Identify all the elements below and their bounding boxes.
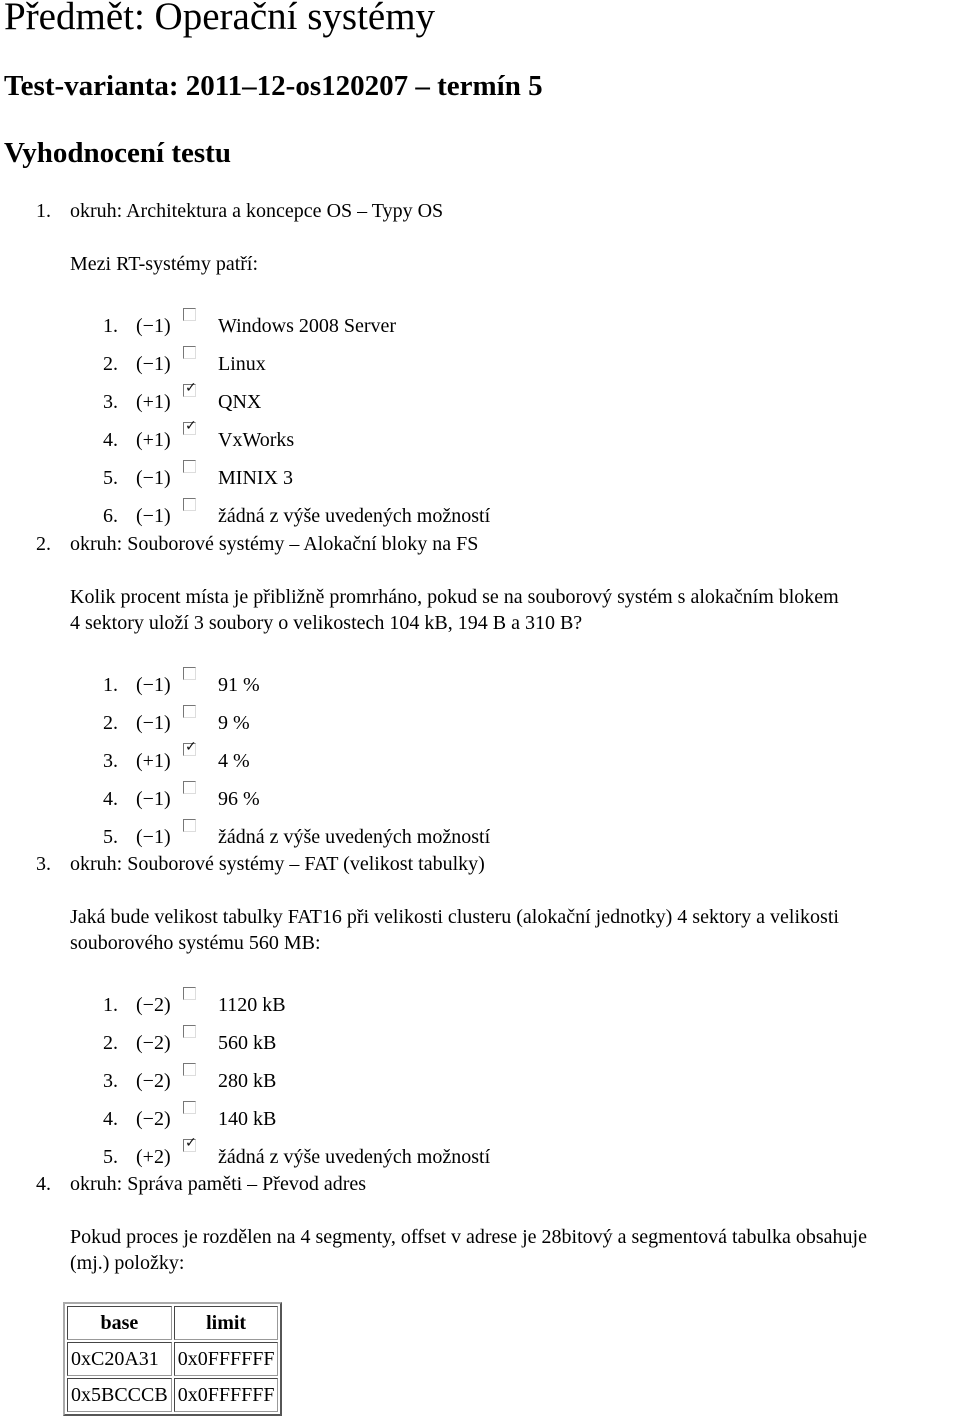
segment-table — [63, 1302, 282, 1416]
topic-1-heading — [36, 200, 443, 223]
topic-number: 2. — [36, 533, 51, 555]
topic-title: okruh: Souborové systémy – FAT (velikost tabulky) — [70, 853, 485, 875]
option-label: 4 % — [218, 750, 250, 772]
topic-1-question: Mezi RT-systémy patří: — [70, 253, 259, 275]
option-number: 2. — [103, 1032, 118, 1054]
option-label: 140 kB — [218, 1108, 277, 1130]
answer-checkbox — [183, 819, 196, 832]
option-number: 3. — [103, 750, 118, 772]
option-score: (+2) — [136, 1146, 171, 1168]
topic-title: okruh: Správa paměti – Převod adres — [70, 1173, 367, 1195]
option-number: 1. — [103, 994, 118, 1016]
option-score: (−1) — [136, 315, 171, 337]
option-label: 560 kB — [218, 1032, 277, 1054]
option-number: 1. — [103, 315, 118, 337]
option-label: 96 % — [218, 788, 260, 810]
table-row — [67, 1378, 278, 1412]
checkmark-icon: ✓ — [185, 1135, 197, 1151]
topic-4-question-line-1: Pokud proces je rozdělen na 4 segmenty, offset v adrese je 28bitový a segmentová tabulka obsahuje — [70, 1226, 867, 1248]
option-number: 6. — [103, 505, 118, 527]
option-score: (+1) — [136, 391, 171, 413]
topic-3-question-line-1: Jaká bude velikost tabulky FAT16 při velikosti clusteru (alokační jednotky) 4 sektory a velikosti — [70, 906, 839, 928]
topic-3-heading — [36, 853, 485, 876]
option-score: (−2) — [136, 1108, 171, 1130]
answer-checkbox — [183, 460, 196, 473]
answer-checkbox-checked — [183, 739, 197, 756]
topic-title: okruh: Souborové systémy – Alokační bloky na FS — [70, 533, 479, 555]
option-number: 1. — [103, 674, 118, 696]
topic-4-heading — [36, 1173, 366, 1196]
option-number: 3. — [103, 391, 118, 413]
table-row — [67, 1342, 278, 1376]
topic-4-question-line-2: (mj.) položky: — [70, 1252, 185, 1274]
option-label: Windows 2008 Server — [218, 315, 397, 337]
option-label: 91 % — [218, 674, 260, 696]
answer-checkbox — [183, 1063, 196, 1076]
answer-checkbox — [183, 346, 196, 359]
option-score: (−1) — [136, 674, 171, 696]
option-score: (−1) — [136, 505, 171, 527]
topic-2-heading — [36, 533, 478, 556]
option-number: 3. — [103, 1070, 118, 1092]
option-label: VxWorks — [218, 429, 295, 451]
option-number: 4. — [103, 788, 118, 810]
page-title: Předmět: Operační systémy — [4, 0, 436, 38]
option-number: 5. — [103, 826, 118, 848]
answer-checkbox — [183, 705, 196, 718]
checkmark-icon: ✓ — [185, 418, 197, 434]
answer-checkbox-checked — [183, 418, 197, 435]
option-label: žádná z výše uvedených možností — [218, 505, 491, 527]
option-score: (−1) — [136, 712, 171, 734]
option-score: (−1) — [136, 826, 171, 848]
option-score: (+1) — [136, 750, 171, 772]
answer-checkbox — [183, 1025, 196, 1038]
column-header-limit: limit — [174, 1306, 279, 1340]
table-cell-limit: 0x0FFFFFF — [174, 1378, 279, 1412]
table-cell-limit: 0x0FFFFFF — [174, 1342, 279, 1376]
topic-number: 4. — [36, 1173, 51, 1195]
option-label: MINIX 3 — [218, 467, 293, 489]
option-number: 5. — [103, 467, 118, 489]
option-number: 2. — [103, 712, 118, 734]
table-cell-base: 0xC20A31 — [67, 1342, 172, 1376]
option-score: (−2) — [136, 1032, 171, 1054]
option-number: 4. — [103, 429, 118, 451]
topic-3-question-line-2: souborového systému 560 MB: — [70, 932, 321, 954]
table-cell-base: 0x5BCCCB — [67, 1378, 172, 1412]
option-score: (−2) — [136, 994, 171, 1016]
option-score: (+1) — [136, 429, 171, 451]
option-number: 4. — [103, 1108, 118, 1130]
option-score: (−1) — [136, 353, 171, 375]
option-score: (−1) — [136, 788, 171, 810]
answer-checkbox — [183, 308, 196, 321]
topic-2-question-line-1: Kolik procent místa je přibližně promrháno, pokud se na souborový systém s alokačním blokem — [70, 586, 839, 608]
answer-checkbox — [183, 781, 196, 794]
option-label: 9 % — [218, 712, 250, 734]
answer-checkbox — [183, 987, 196, 1000]
test-variant-heading: Test-varianta: 2011–12-os120207 – termín 5 — [4, 70, 543, 102]
option-label: žádná z výše uvedených možností — [218, 1146, 491, 1168]
evaluation-heading: Vyhodnocení testu — [4, 137, 231, 169]
answer-checkbox — [183, 1101, 196, 1114]
option-label: Linux — [218, 353, 266, 375]
answer-checkbox-checked — [183, 1135, 197, 1152]
option-label: 1120 kB — [218, 994, 286, 1016]
option-label: 280 kB — [218, 1070, 277, 1092]
checkmark-icon: ✓ — [185, 739, 197, 755]
option-label: QNX — [218, 391, 262, 413]
answer-checkbox-checked — [183, 380, 197, 397]
topic-2-question-line-2: 4 sektory uloží 3 soubory o velikostech 104 kB, 194 B a 310 B? — [70, 612, 583, 634]
option-score: (−2) — [136, 1070, 171, 1092]
topic-number: 1. — [36, 200, 51, 222]
option-score: (−1) — [136, 467, 171, 489]
option-number: 2. — [103, 353, 118, 375]
answer-checkbox — [183, 667, 196, 680]
option-number: 5. — [103, 1146, 118, 1168]
answer-checkbox — [183, 498, 196, 511]
table-header-row — [67, 1306, 278, 1340]
column-header-base: base — [67, 1306, 172, 1340]
topic-number: 3. — [36, 853, 51, 875]
checkmark-icon: ✓ — [185, 380, 197, 396]
topic-title: okruh: Architektura a koncepce OS – Typy OS — [70, 200, 444, 222]
option-label: žádná z výše uvedených možností — [218, 826, 491, 848]
